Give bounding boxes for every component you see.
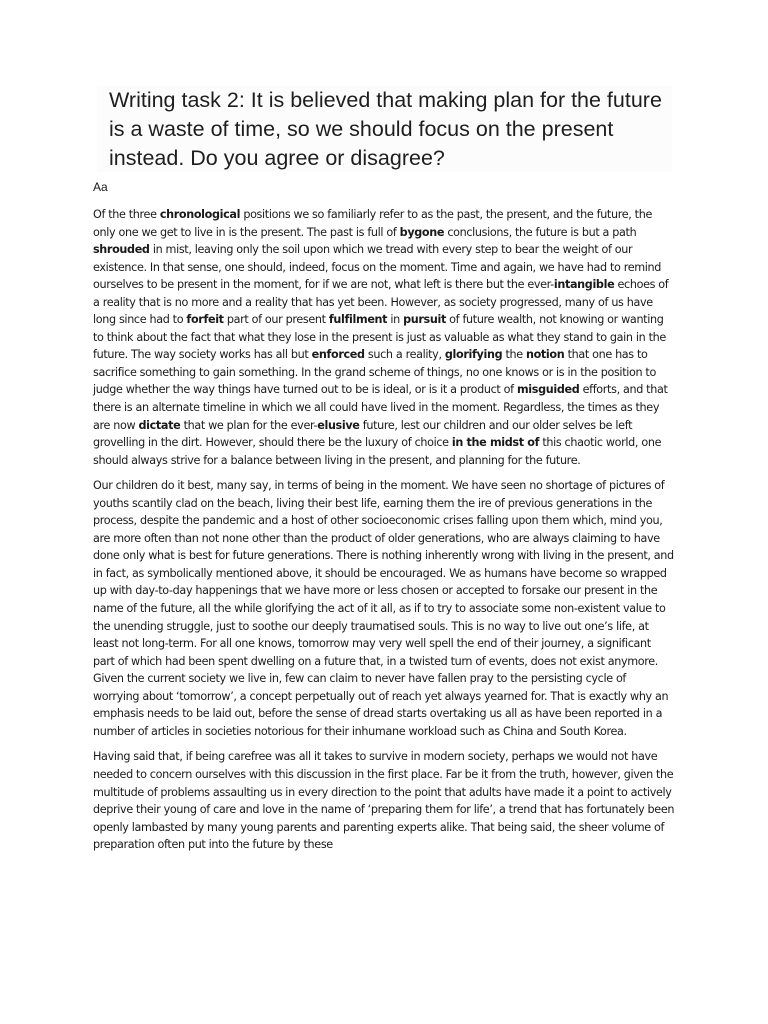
highlighted-term: shrouded xyxy=(93,243,150,257)
essay-paragraph xyxy=(93,206,675,469)
paragraph-text: future, lest our children and our older selves be left grovelling in the dirt. However, should there be the luxury of choice xyxy=(93,418,633,450)
highlighted-term: elusive xyxy=(317,418,360,432)
highlighted-term: dictate xyxy=(138,418,181,432)
highlighted-term: enforced xyxy=(311,348,365,362)
highlighted-term: notion xyxy=(525,348,565,362)
essay-body xyxy=(93,206,675,862)
paragraph-text: Having said that, if being carefree was all it takes to survive in modern society, perhaps we would not have needed to concern ourselves with this discussion in the first place. Far be it from the truth, however, given the multitude of problems assaulting us in every direction to the point that adults have made it a point to actively deprive their young of care and love in the name of ‘preparing them for life’, a trend that has fortunately been openly lambasted by many young parents and parenting experts alike. That being said, the sheer volume of preparation often put into the future by these xyxy=(93,750,675,852)
paragraph-text: this chaotic world, one should always strive for a balance between living in the present, and planning for the future. xyxy=(93,436,662,467)
paragraph-text: positions we so familiarly refer to as the past, the present, and the future, the only one we get to live in is the present. The past is full of xyxy=(93,208,652,239)
highlighted-term: forfeit xyxy=(186,313,224,327)
title-image xyxy=(97,86,672,172)
format-marker: Aa xyxy=(93,180,108,194)
highlighted-term: pursuit xyxy=(403,313,446,327)
paragraph-text: of future wealth, not knowing or wanting to think about the fact that what they lose in the present is just as valuable as what they stand to gain in the future. The way society works has all but xyxy=(93,313,666,362)
highlighted-term: intangible xyxy=(553,278,615,292)
highlighted-term: bygone xyxy=(399,225,445,239)
paragraph-text: in xyxy=(387,313,404,327)
essay-paragraph xyxy=(93,477,675,740)
paragraph-text: such a reality, xyxy=(364,348,445,362)
paragraph-text: the xyxy=(502,348,526,362)
highlighted-term: in the midst of xyxy=(451,436,540,450)
highlighted-term: glorifying xyxy=(444,348,503,362)
highlighted-term: misguided xyxy=(516,383,580,397)
highlighted-term: chronological xyxy=(159,208,241,221)
paragraph-text: in mist, leaving only the soil upon which we tread with every step to bear the weight of our existence. In that sense, one should, indeed, focus on the moment. Time and again, we have had to remind ourselves to be present in the moment, for if we are not, what left is there but the ever- xyxy=(93,243,662,292)
paragraph-text: Of the three xyxy=(93,208,160,221)
paragraph-text: efforts, and that there is an alternate timeline in which we all could have lived in the moment. Regardless, the times as they are now xyxy=(93,383,668,432)
paragraph-text: that we plan for the ever- xyxy=(180,418,318,432)
page-title: Writing task 2: It is believed that making plan for the future is a waste of time, so we should focus on the present instead. Do you agree or disagree? xyxy=(109,88,662,170)
paragraph-text: echoes of a reality that is no more and a reality that has yet been. However, as society progressed, many of us have long since had to xyxy=(93,278,669,327)
paragraph-text: conclusions, the future is but a path xyxy=(444,225,637,239)
paragraph-text: part of our present xyxy=(223,313,329,327)
essay-paragraph xyxy=(93,748,675,853)
highlighted-term: fulfilment xyxy=(328,313,388,327)
paragraph-text: Our children do it best, many say, in terms of being in the moment. We have seen no shortage of pictures of youths scantily clad on the beach, living their best life, earning them the ire of previous generations in the process, despite the pandemic and a host of other socioeconomic crises falling upon them which, mind you, are more often than not none other than the product of older generations, who are always claiming to have done only what is best for future generations. There is nothing inherently wrong with living in the present, and in fact, as symbolically mentioned above, it should be encouraged. We as humans have become so wrapped up with day-to-day happenings that we have more or less chosen or accepted to forsake our present in the name of the future, all the while glorifying the act of it all, as if to try to associate some non-existent value to the unending struggle, just to soothe our deeply traumatised souls. This is no way to live out one’s life, at least not long-term. For all one knows, tomorrow may very well spell the end of their journey, a significant part of which had been spent dwelling on a future that, in a twisted turn of events, does not exist anymore. Given the current society we live in, few can claim to never have fallen pray to the persisting cycle of worrying about ‘tomorrow’, a concept perpetually out of reach yet always yearned for. That is exactly why an emphasis needs to be laid out, before the sense of dread starts overtaking us all as have been reported in a number of articles in societies notorious for their inhumane workload such as China and South Korea. xyxy=(93,479,674,738)
paragraph-text: that one has to sacrifice something to gain something. In the grand scheme of things, no one knows or is in the position to judge whether the way things have turned out to be is ideal, or is it a product of xyxy=(93,348,656,397)
